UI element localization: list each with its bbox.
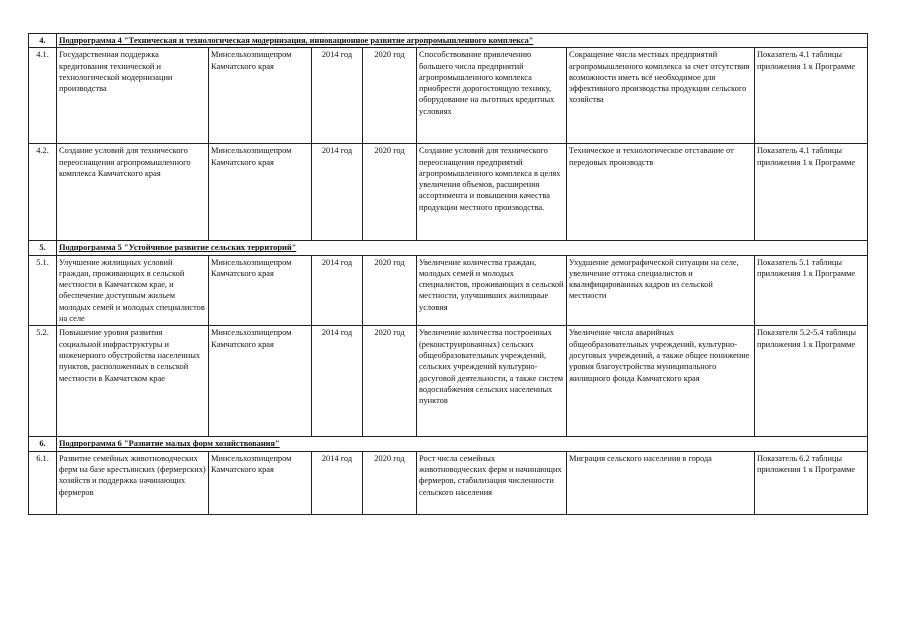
executor: Минсельхозпищепром Камчатского края [209, 48, 312, 144]
start-year: 2014 год [312, 255, 363, 326]
expected-result: Увеличение количества построенных (реконструированных) сельских общеобразовательных учреждений, сельских учреждений культурно-досуговой деятельности, а также систем водоснабжения сельских населенных пунктов [417, 326, 567, 437]
executor: Минсельхозпищепром Камчатского края [209, 255, 312, 326]
end-year: 2020 год [363, 326, 417, 437]
table-row [29, 144, 868, 241]
table-row [29, 326, 868, 437]
start-year: 2014 год [312, 451, 363, 514]
expected-result: Увеличение количества граждан, молодых семей и молодых специалистов, проживающих в сельской местности, улучшивших жилищные условия [417, 255, 567, 326]
activity-name: Улучшение жилищных условий граждан, проживающих в сельской местности в Камчатском крае, и обеспечение доступным жильем молодых семей и молодых специалистов на селе [57, 255, 209, 326]
section-header-4 [29, 34, 868, 48]
table-row [29, 255, 868, 326]
start-year: 2014 год [312, 48, 363, 144]
section-header-5 [29, 241, 868, 255]
non-implementation-consequence: Увеличение числа аварийных общеобразовательных учреждений, культурно-досуговых учреждений, а также общее понижение уровня благоустройства муниципального жилищного фонда Камчатского края [567, 326, 755, 437]
indicator-link: Показатель 4.1 таблицы приложения 1 к Программе [755, 48, 868, 144]
end-year: 2020 год [363, 255, 417, 326]
end-year: 2020 год [363, 48, 417, 144]
end-year: 2020 год [363, 144, 417, 241]
activity-name: Создание условий для технического переоснащения агропромышленного комплекса Камчатского края [57, 144, 209, 241]
section-title: Подпрограмма 4 "Техническая и технологическая модернизация, инновационное развитие агропромышленного комплекса" [57, 34, 868, 48]
indicator-link: Показатель 4.1 таблицы приложения 1 к Программе [755, 144, 868, 241]
indicator-link: Показатель 6.2 таблицы приложения 1 к Программе [755, 451, 868, 514]
row-number: 4.1. [29, 48, 57, 144]
non-implementation-consequence: Сокращение числа местных предприятий агропромышленного комплекса за счет отсутствия возможности иметь всё необходимое для эффективного производства продукции сельского хозяйства [567, 48, 755, 144]
section-number: 5. [29, 241, 57, 255]
expected-result: Способствование привлечению большего числа предприятий агропромышленного комплекса приобрести дорогостоящую технику, оборудование на льготных кредитных условиях [417, 48, 567, 144]
activity-name: Государственная поддержка кредитования технической и технологической модернизации производства [57, 48, 209, 144]
section-title: Подпрограмма 5 "Устойчивое развитие сельских территорий" [57, 241, 868, 255]
expected-result: Рост числа семейных животноводческих ферм и начинающих фермеров, стабилизация численности сельского населения [417, 451, 567, 514]
table-row [29, 48, 868, 144]
row-number: 5.2. [29, 326, 57, 437]
section-number: 4. [29, 34, 57, 48]
row-number: 6.1. [29, 451, 57, 514]
table-row [29, 451, 868, 514]
activity-name: Развитие семейных животноводческих ферм на базе крестьянских (фермерских) хозяйств и поддержка начинающих фермеров [57, 451, 209, 514]
row-number: 5.1. [29, 255, 57, 326]
program-activities-table [28, 33, 868, 515]
section-header-6 [29, 437, 868, 451]
indicator-link: Показатели 5.2-5.4 таблицы приложения 1 к Программе [755, 326, 868, 437]
executor: Минсельхозпищепром Камчатского края [209, 144, 312, 241]
end-year: 2020 год [363, 451, 417, 514]
non-implementation-consequence: Миграция сельского населения в города [567, 451, 755, 514]
start-year: 2014 год [312, 326, 363, 437]
activity-name: Повышение уровня развития социальной инфраструктуры и инженерного обустройства населенных пунктов, расположенных в сельской местности в Камчатском крае [57, 326, 209, 437]
indicator-link: Показатель 5.1 таблицы приложения 1 к Программе [755, 255, 868, 326]
start-year: 2014 год [312, 144, 363, 241]
executor: Минсельхозпищепром Камчатского края [209, 326, 312, 437]
executor: Минсельхозпищепром Камчатского края [209, 451, 312, 514]
row-number: 4.2. [29, 144, 57, 241]
non-implementation-consequence: Техническое и технологическое отставание от передовых производств [567, 144, 755, 241]
expected-result: Создание условий для технического переоснащения предприятий агропромышленного комплекса в целях увеличения объемов, расширения ассортимента и повышения качества продукции местного производства. [417, 144, 567, 241]
section-title: Подпрограмма 6 "Развитие малых форм хозяйствования" [57, 437, 868, 451]
non-implementation-consequence: Ухудшение демографической ситуации на селе, увеличение оттока специалистов и квалифицированных кадров из сельской местности [567, 255, 755, 326]
section-number: 6. [29, 437, 57, 451]
